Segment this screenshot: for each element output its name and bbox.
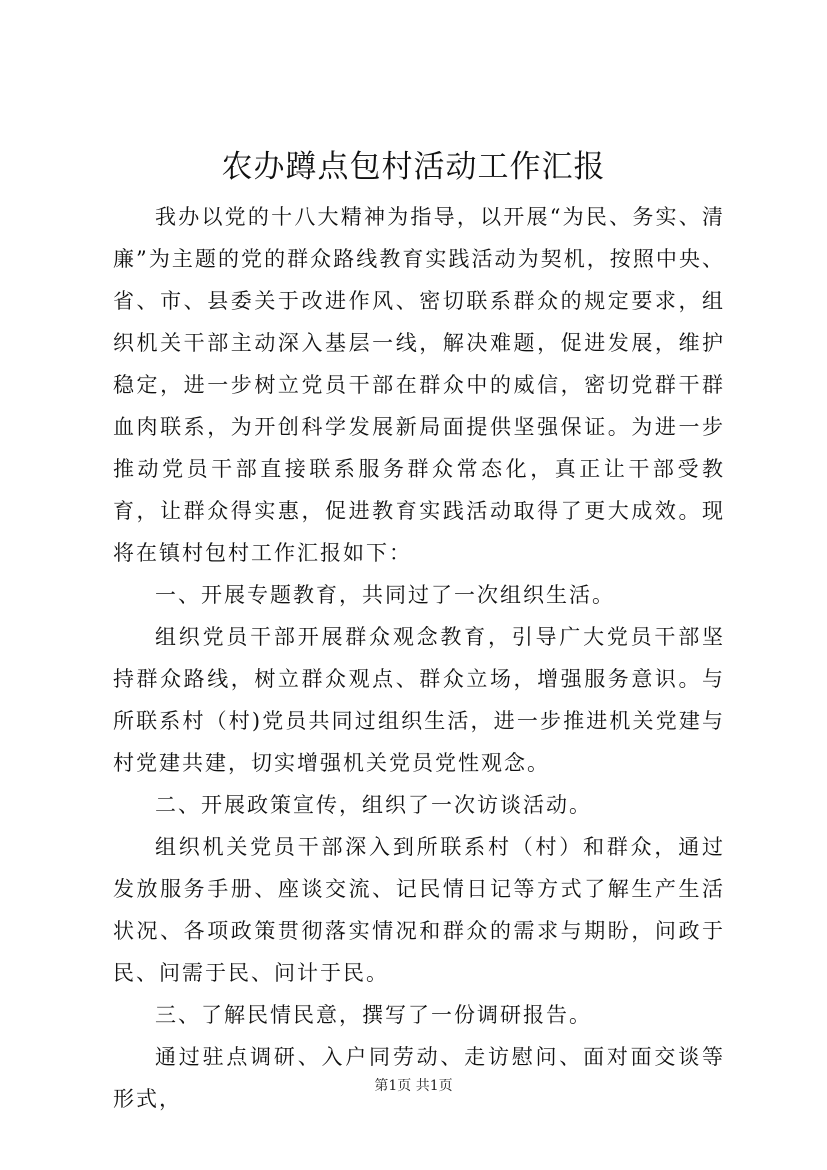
section-heading-1: 一、开展专题教育，共同过了一次组织生活。 [155,583,615,607]
paragraph-intro: 我办以党的十八大精神为指导，以开展“为民、务实、清廉”为主题的党的群众路线教育实践活动为契机，按照中央、省、市、县委关于改进作风、密切联系群众的规定要求，组织机关干部主动深入基层一线，解决难题，促进发展，维护稳定，进一步树立党员干部在群众中的威信，密切党群干群血肉联系，为开创科学发展新局面提供坚强保证。为进一步推动党员干部直接联系服务群众常态化，真正让干部受教育，让群众得实惠，促进教育实践活动取得了更大成效。现将在镇村包村工作汇报如下： [113,205,725,565]
paragraph-section-2: 组织机关党员干部深入到所联系村（村）和群众，通过发放服务手册、座谈交流、记民情日记等方式了解生产生活状况、各项政策贯彻落实情况和群众的需求与期盼，问政于民、问需于民、问计于民。 [113,835,725,985]
section-heading-2: 二、开展政策宣传，组织了一次访谈活动。 [155,793,592,817]
paragraph-section-3: 通过驻点调研、入户同劳动、走访慰问、面对面交谈等形式， [113,1045,725,1111]
document-title: 农办蹲点包村活动工作汇报 [221,149,606,185]
page-number-footer: 第1页 共1页 [374,1078,453,1094]
document-body [113,196,725,1120]
paragraph-section-1: 组织党员干部开展群众观念教育，引导广大党员干部坚持群众路线，树立群众观点、群众立场，增强服务意识。与所联系村（村)党员共同过组织生活，进一步推进机关党建与村党建共建，切实增强机关党员党性观念。 [113,625,725,775]
section-heading-3: 三、了解民情民意，撰写了一份调研报告。 [155,1003,592,1027]
